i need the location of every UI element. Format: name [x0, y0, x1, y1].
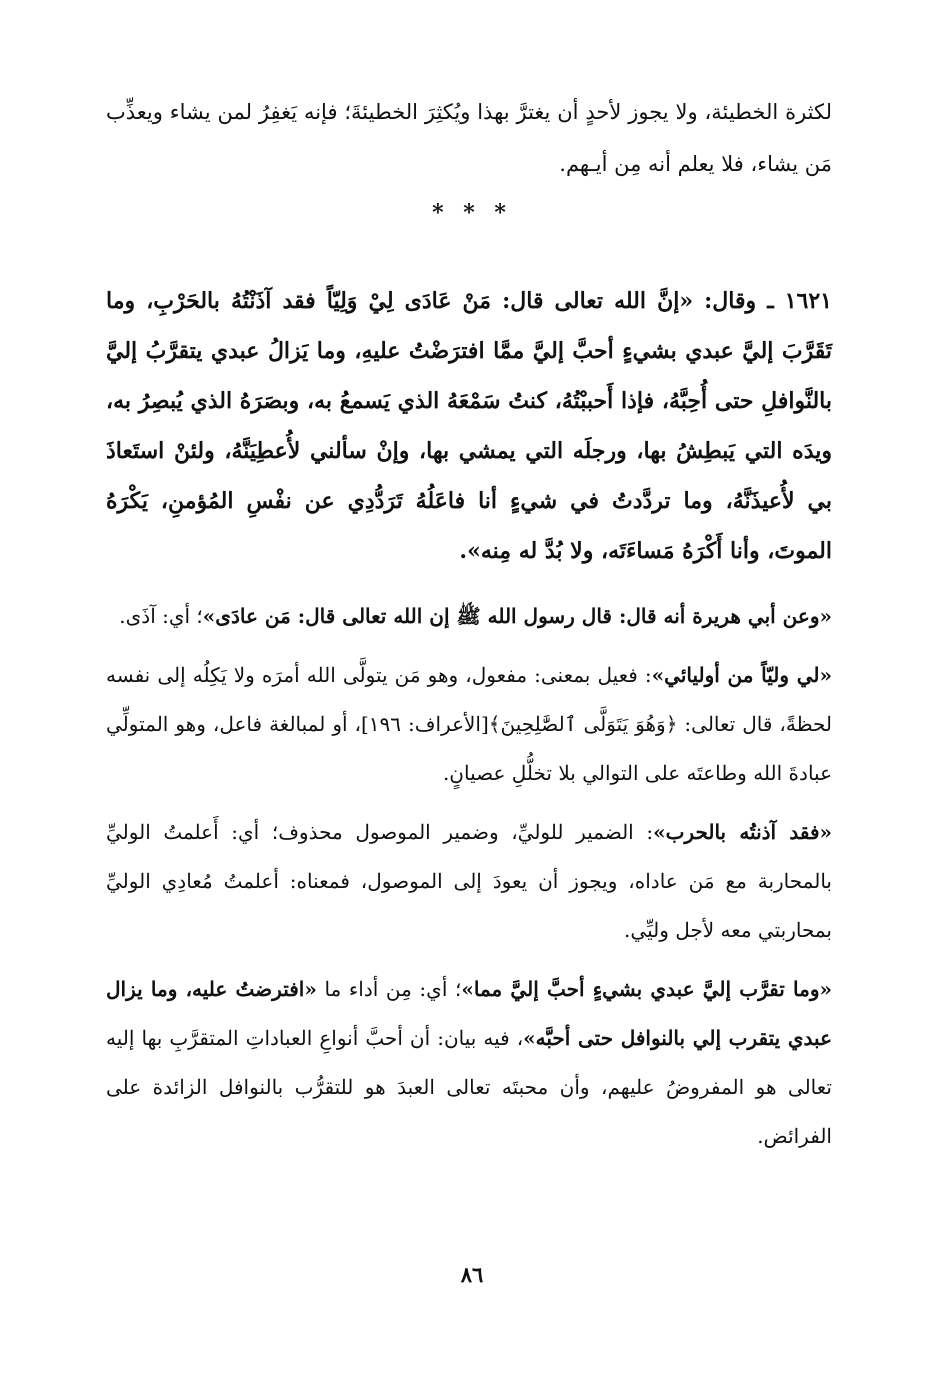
commentary-paragraph	[106, 592, 832, 641]
page-number: ٨٦	[460, 1262, 484, 1287]
commentary-paragraph	[106, 965, 832, 1161]
commentary	[106, 592, 832, 1171]
commentary-body: ، فيه بيان: أن أحبَّ أنواعِ العباداتِ المتقرَّبِ بها إليه تعالى هو المفروضُ عليهم، وأن محبتَه تعالى العبدَ هو للتقرُّب بالنوافل الزائدة على الفرائض.	[106, 1026, 832, 1148]
hadith-paragraph	[106, 276, 832, 576]
commentary-body: : فعيل بمعنى: مفعول، وهو مَن يتولَّى الله أمرَه ولا يَكِلُه إلى نفسه لحظةً، قال تعالى: ﴿وَهُوَ يَتَوَلَّى ٱلصَّٰلِحِينَ﴾[الأعراف: ١٩٦]، أو لمبالغة فاعل، وهو المتولِّي عبادةَ الله وطاعتَه على التوالي بلا تخلُّلِ عصيانٍ.	[106, 663, 832, 785]
section-separator: * * *	[432, 200, 512, 226]
intro-paragraph	[106, 86, 832, 190]
intro-text: لكثرة الخطيئة، ولا يجوز لأحدٍ أن يغترَّ بهذا ويُكثِرَ الخطيئةَ؛ فإنه يَغفِرُ لمن يشاء ويعذِّب مَن يشاء، فلا يعلم أنه مِن أيـهم.	[106, 100, 832, 176]
commentary-lead: «افترضتُ عليه، وما يزال عبدي يتقرب إلي بالنوافل حتى أحبَّه»	[106, 977, 833, 1050]
commentary-lead: «لي وليّاً من أوليائي»	[651, 663, 832, 687]
commentary-lead: «فقد آذنتُه بالحرب»	[653, 820, 833, 844]
commentary-paragraph	[106, 651, 832, 798]
commentary-body: ؛ أي: آذَى.	[119, 604, 203, 628]
commentary-body: : الضمير للوليِّ، وضمير الموصول محذوف؛ أي: أَعلمتُ الوليِّ بالمحاربة مع مَن عاداه، ويجوز أن يعودَ إلى الموصول، فمعناه: أعلمتُ مُعادِي الوليِّ بمحاربتي معه لأجل وليِّي.	[106, 820, 832, 942]
commentary-lead: «وعن أبي هريرة أنه قال: قال رسول الله ﷺ إن الله تعالى قال: مَن عادَى»	[202, 604, 832, 628]
commentary-lead: «وما تقرَّب إليَّ عبدي بشيءٍ أحبَّ إليَّ مما»	[461, 977, 832, 1001]
commentary-paragraph	[106, 808, 832, 955]
hadith-text: ١٦٢١ ـ وقال: «إنَّ الله تعالى قال: مَنْ عَادَى لِيْ وَلِيّاً فقد آذَنْتُهُ بالحَرْبِ، وما تَقَرَّبَ إليَّ عبدي بشيءٍ أحبَّ إليَّ ممَّا افترَضْتُ عليهِ، وما يَزالُ عبدي يتقرَّبُ إليَّ بالنَّوافلِ حتى أُحِبَّهُ، فإذا أَحببْتُهُ، كنتُ سَمْعَهُ الذي يَسمعُ به، وبصَرَهُ الذي يُبصِرُ به، ويدَه التي يَبطِشُ بها، ورجلَه التي يمشي بها، وإنْ سألني لأُعطِيَنَّهُ، ولئنْ استَعاذَ بي لأُعيذَنَّهُ، وما تردَّدتُ في شيءٍ أنا فاعَلُهُ تَرَدُّدِي عن نفْسِ المُؤمنِ، يَكْرَهُ الموتَ، وأنا أَكْرَهُ مَساءَتَه، ولا بُدَّ له مِنه».	[106, 288, 832, 564]
commentary-body: ؛ أي: مِن أداء ما	[316, 977, 462, 1001]
